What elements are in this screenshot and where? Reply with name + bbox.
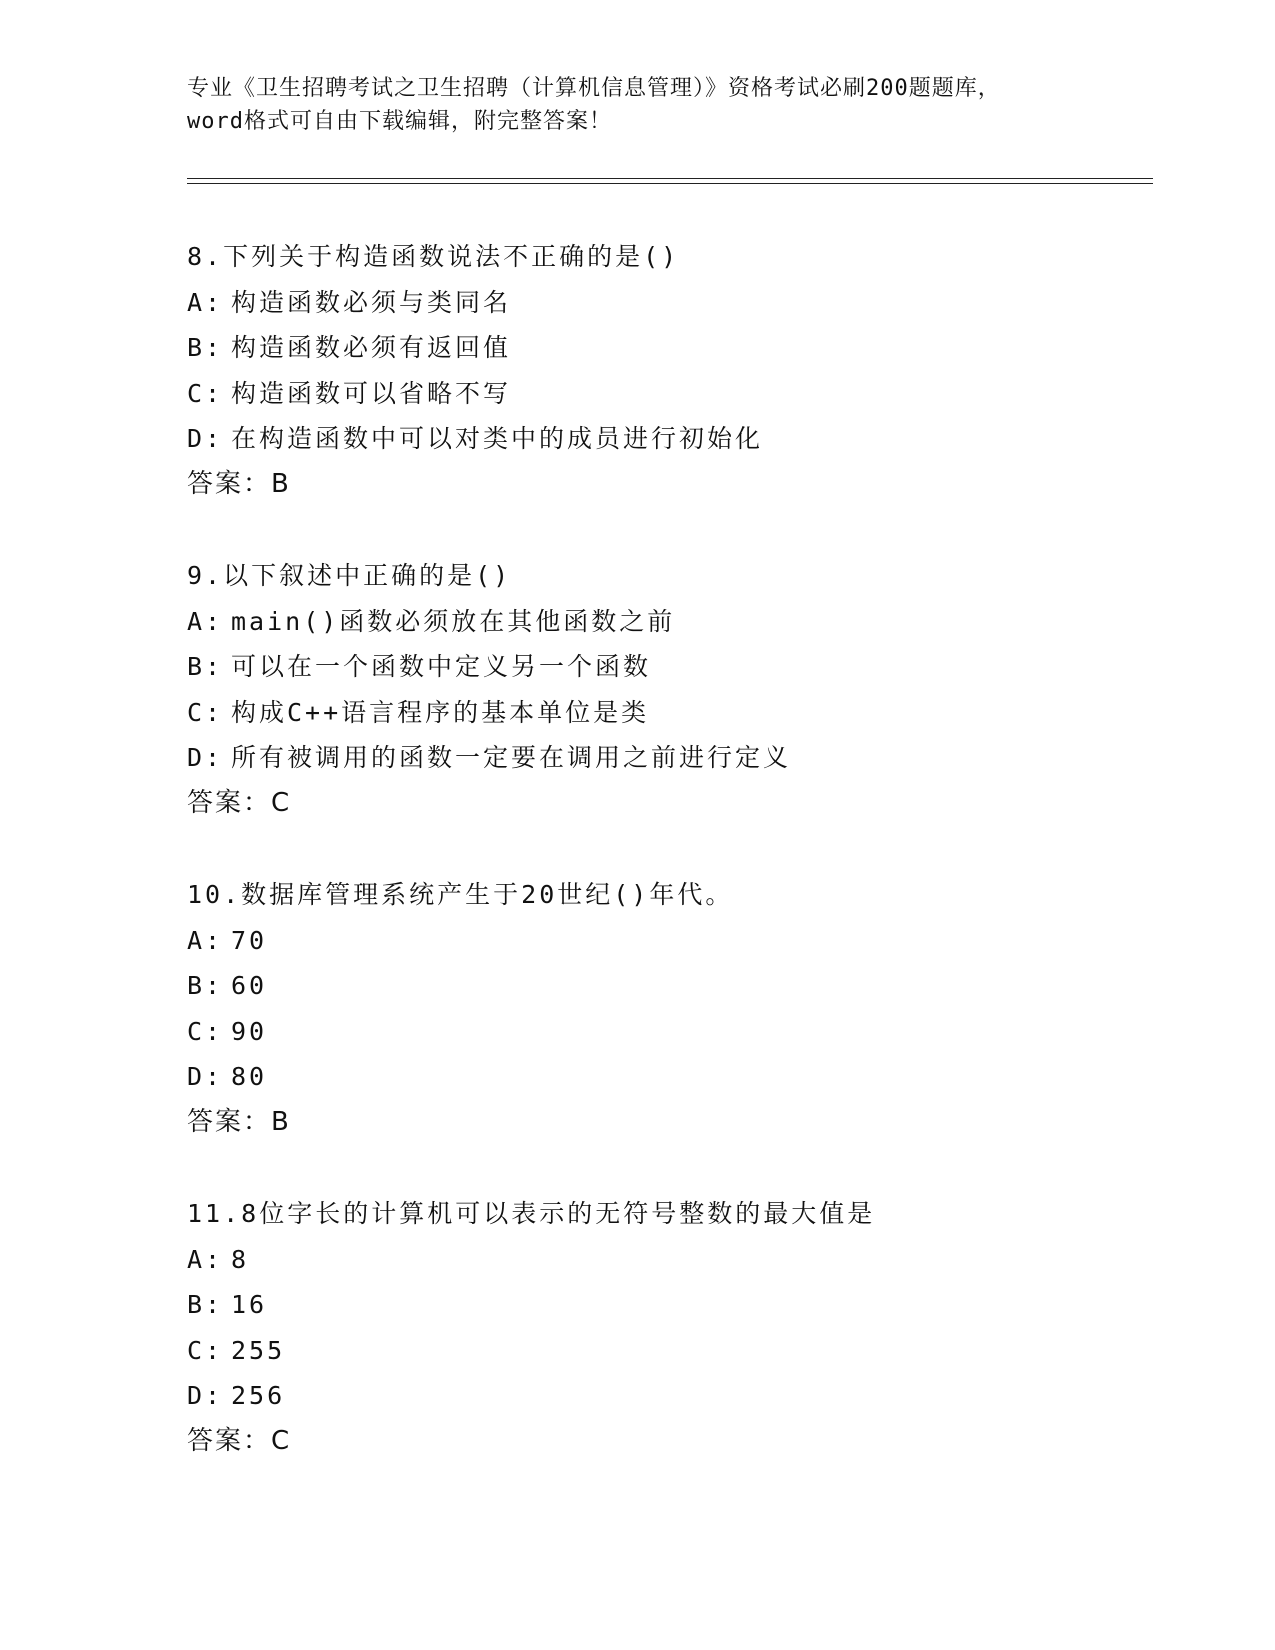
option-a	[187, 918, 1147, 964]
option-label: D:	[187, 1381, 224, 1410]
header-line-2: word格式可自由下载编辑，附完整答案！	[187, 109, 612, 134]
option-label: D:	[187, 1062, 224, 1091]
question-8	[187, 234, 1147, 507]
option-label: A:	[187, 606, 224, 636]
option-d	[187, 1373, 1147, 1419]
option-label: C:	[187, 378, 224, 408]
option-text: 16	[231, 1290, 268, 1319]
header-divider-bottom	[187, 183, 1153, 184]
option-text: 构造函数可以省略不写	[231, 378, 512, 408]
option-label: B:	[187, 1290, 224, 1319]
question-10	[187, 872, 1147, 1145]
option-c	[187, 1328, 1147, 1374]
option-label: A:	[187, 287, 224, 317]
option-d	[187, 735, 1147, 781]
option-d	[187, 416, 1147, 462]
option-text: 60	[231, 971, 268, 1000]
option-label: C:	[187, 697, 224, 727]
option-text: 构造函数必须有返回值	[231, 333, 512, 362]
answer: 答案：C	[187, 1425, 292, 1456]
option-a	[187, 599, 1147, 645]
option-label: D:	[187, 743, 224, 772]
option-text: 8	[231, 1244, 250, 1274]
option-c	[187, 371, 1147, 417]
option-c	[187, 1009, 1147, 1055]
option-label: C:	[187, 1016, 224, 1046]
question-stem: 9.以下叙述中正确的是()	[187, 561, 512, 590]
header-line-1: 专业《卫生招聘考试之卫生招聘（计算机信息管理）》资格考试必刷200题题库，	[187, 76, 1001, 101]
option-c	[187, 690, 1147, 736]
answer: 答案：B	[187, 468, 291, 499]
option-label: D:	[187, 424, 224, 453]
option-label: A:	[187, 1244, 224, 1274]
option-label: A:	[187, 925, 224, 955]
option-label: B:	[187, 971, 224, 1000]
option-b	[187, 1282, 1147, 1328]
question-stem: 8.下列关于构造函数说法不正确的是()	[187, 242, 680, 271]
question-9	[187, 553, 1147, 826]
option-a	[187, 280, 1147, 326]
option-text: 70	[231, 925, 268, 955]
option-b	[187, 644, 1147, 690]
option-a	[187, 1237, 1147, 1283]
option-b	[187, 325, 1147, 371]
option-text: 90	[231, 1016, 268, 1046]
question-11	[187, 1191, 1147, 1464]
document-header	[187, 72, 1087, 138]
option-text: 80	[231, 1062, 268, 1091]
option-label: B:	[187, 333, 224, 362]
question-stem: 10.数据库管理系统产生于20世纪()年代。	[187, 880, 734, 909]
option-text: 在构造函数中可以对类中的成员进行初始化	[231, 424, 764, 453]
question-stem: 11.8位字长的计算机可以表示的无符号整数的最大值是	[187, 1199, 876, 1228]
option-text: 构成C++语言程序的基本单位是类	[231, 697, 650, 727]
answer: 答案：C	[187, 787, 292, 818]
option-b	[187, 963, 1147, 1009]
option-text: 256	[231, 1381, 286, 1410]
option-label: B:	[187, 652, 224, 681]
header-divider-top	[187, 178, 1153, 179]
option-label: C:	[187, 1335, 224, 1365]
option-text: 可以在一个函数中定义另一个函数	[231, 652, 652, 681]
option-text: 构造函数必须与类同名	[231, 287, 512, 317]
option-text: 所有被调用的函数一定要在调用之前进行定义	[231, 743, 792, 772]
answer: 答案：B	[187, 1106, 291, 1137]
option-text: 255	[231, 1335, 286, 1365]
option-d	[187, 1054, 1147, 1100]
option-text: main()函数必须放在其他函数之前	[231, 606, 676, 636]
